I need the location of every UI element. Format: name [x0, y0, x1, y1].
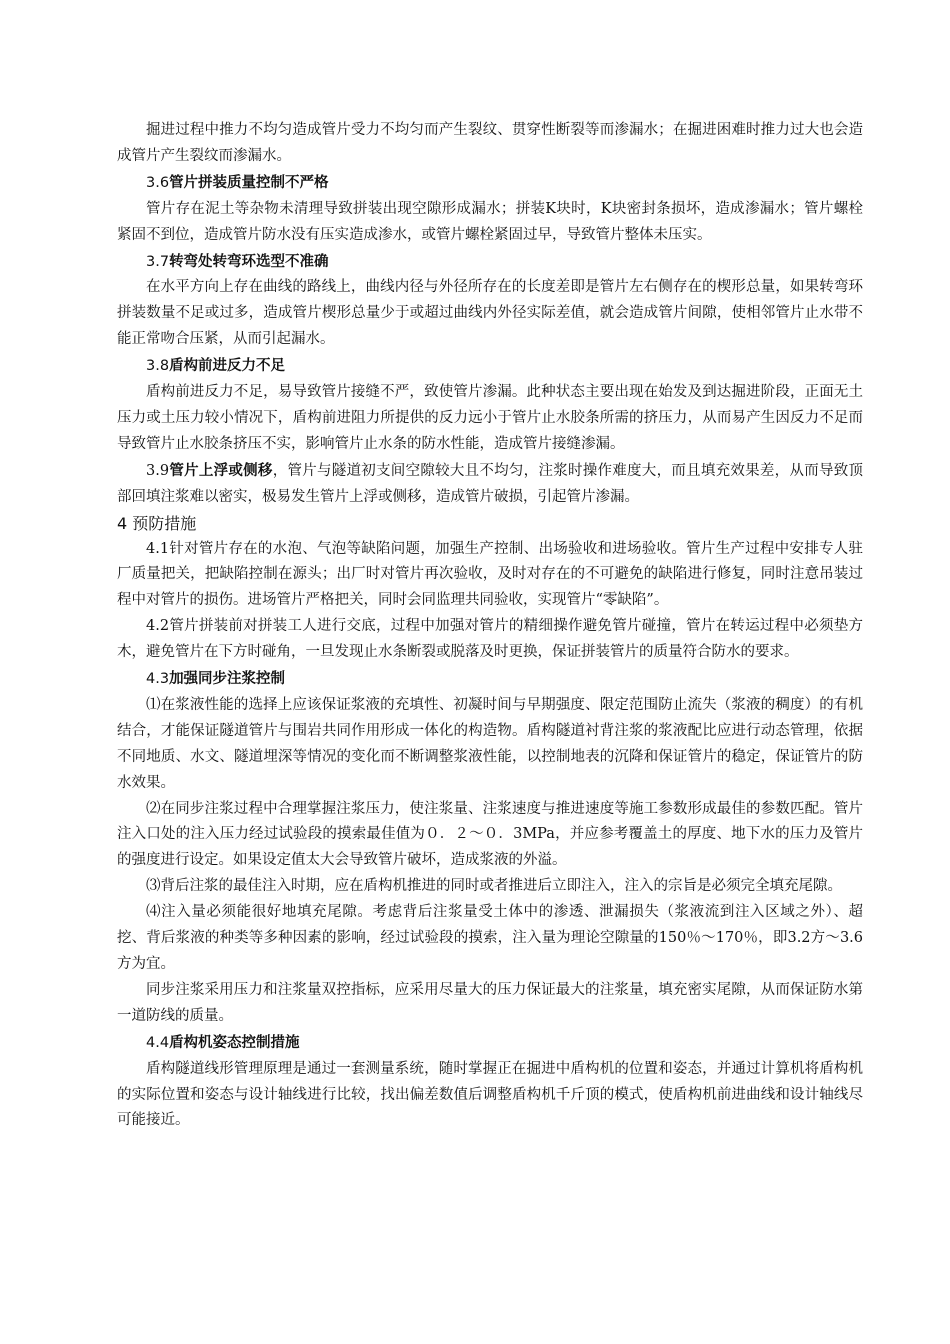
heading-4-4-title: 盾构机姿态控制措施 [169, 1033, 300, 1051]
paragraph-4-3-3: ⑶背后注浆的最佳注入时期，应在盾构机推进的同时或者推进后立即注入，注入的宗旨是必须完全填充尾隙。 [146, 878, 842, 895]
heading-3-8 [117, 353, 863, 380]
heading-4-4 [117, 1030, 863, 1057]
paragraph-3-8: 盾构前进反力不足，易导致管片接缝不严，致使管片渗漏。此种状态主要出现在始发及到达掘进阶段，正面无土压力或土压力较小情况下，盾构前进阻力所提供的反力远小于管片止水胶条所需的挤压力，从而易产生因反力不足而导致管片止水胶条挤压不实，影响管片止水条的防水性能，造成管片接缝渗漏。 [117, 384, 863, 452]
paragraph-4-3-1: ⑴在浆液性能的选择上应该保证浆液的充填性、初凝时间与早期强度、限定范围防止流失（浆液的稠度）的有机结合，才能保证隧道管片与围岩共同作用形成一体化的构造物。盾构隧道衬背注浆的浆液配比应进行动态管理，依据不同地质、水文、隧道埋深等情况的变化而不断调整浆液性能，以控制地表的沉降和保证管片的稳定，保证管片的防水效果。 [117, 696, 863, 791]
section-heading-4: 4 预防措施 [117, 513, 197, 533]
heading-3-7 [117, 249, 863, 276]
heading-3-6-number: 3.6 [146, 174, 170, 191]
paragraph-3-9-text: ，管片与隧道初支间空隙较大且不均匀，注浆时操作难度大，而且填充效果差，从而导致顶部回填注浆难以密实，极易发生管片上浮或侧移，造成管片破损，引起管片渗漏。 [117, 462, 864, 505]
heading-4-4-number: 4.4 [146, 1034, 170, 1051]
paragraph-3-5-continued: 掘进过程中推力不均匀造成管片受力不均匀而产生裂纹、贯穿性断裂等而渗漏水；在掘进困难时推力过大也会造成管片产生裂纹而渗漏水。 [117, 122, 863, 164]
paragraph-4-3-5: 同步注浆采用压力和注浆量双控指标，应采用尽量大的压力保证最大的注浆量，填充密实尾隙，从而保证防水第一道防线的质量。 [117, 981, 863, 1024]
document-body [117, 118, 863, 1134]
paragraph-4-3-2: ⑵在同步注浆过程中合理掌握注浆压力，使注浆量、注浆速度与推进速度等施工参数形成最佳的参数匹配。管片注入口处的注入压力经过试验段的摸索最佳值为０．２～０．3MPa，并应参考覆盖土的厚度、地下水的压力及管片的强度进行设定。如果设定值太大会导致管片破坏，造成浆液的外溢。 [117, 800, 863, 869]
paragraph-4-3-4: ⑷注入量必须能很好地填充尾隙。考虑背后注浆量受土体中的渗透、泄漏损失（浆液流到注入区域之外）、超挖、背后浆液的种类等多种因素的影响，经过试验段的摸索，注入量为理论空隙量的150％～170％，即3.2方～3.6方为宜。 [117, 904, 863, 972]
paragraph-3-6: 管片存在泥土等杂物未清理导致拼装出现空隙形成漏水；拼装K块时，K块密封条损坏，造成渗漏水；管片螺栓紧固不到位，造成管片防水没有压实造成渗水，或管片螺栓紧固过早，导致管片整体未压实。 [117, 200, 863, 243]
paragraph-4-1: 4.1针对管片存在的水泡、气泡等缺陷问题，加强生产控制、出场验收和进场验收。管片生产过程中安排专人驻厂质量把关，把缺陷控制在源头；出厂时对管片再次验收，及时对存在的不可避免的缺陷进行修复，同时注意吊装过程中对管片的损伤。进场管片严格把关，同时会同监理共同验收，实现管片“零缺陷”。 [117, 540, 863, 609]
paragraph-4-2: 4.2管片拼装前对拼装工人进行交底，过程中加强对管片的精细操作避免管片碰撞，管片在转运过程中必须垫方木，避免管片在下方时碰角，一旦发现止水条断裂或脱落及时更换，保证拼装管片的质量符合防水的要求。 [117, 618, 863, 661]
heading-3-8-number: 3.8 [146, 358, 170, 375]
heading-3-7-title: 转弯处转弯环选型不准确 [169, 252, 329, 270]
heading-3-8-title: 盾构前进反力不足 [169, 357, 286, 375]
heading-4-3-title: 加强同步注浆控制 [169, 670, 286, 688]
heading-3-6 [117, 170, 863, 197]
paragraph-3-9 [117, 458, 863, 511]
heading-4-3-number: 4.3 [146, 671, 170, 688]
paragraph-4-4: 盾构隧道线形管理原理是通过一套测量系统，随时掌握正在掘进中盾构机的位置和姿态，并通过计算机将盾构机的实际位置和姿态与设计轴线进行比较，找出偏差数值后调整盾构机千斤顶的模式，使盾构机前进曲线和设计轴线尽可能接近。 [117, 1060, 863, 1129]
heading-3-7-number: 3.7 [146, 253, 170, 270]
heading-4-3 [117, 666, 863, 693]
heading-3-9-title: 管片上浮或侧移 [169, 461, 273, 479]
heading-3-6-title: 管片拼装质量控制不严格 [169, 173, 329, 191]
paragraph-3-7: 在水平方向上存在曲线的路线上，曲线内径与外径所存在的长度差即是管片左右侧存在的楔形总量，如果转弯环拼装数量不足或过多，造成管片楔形总量少于或超过曲线内外径实际差值，就会造成管片间隙，使相邻管片止水带不能正常吻合压紧，从而引起漏水。 [117, 279, 863, 348]
heading-3-9-number: 3.9 [146, 462, 170, 479]
